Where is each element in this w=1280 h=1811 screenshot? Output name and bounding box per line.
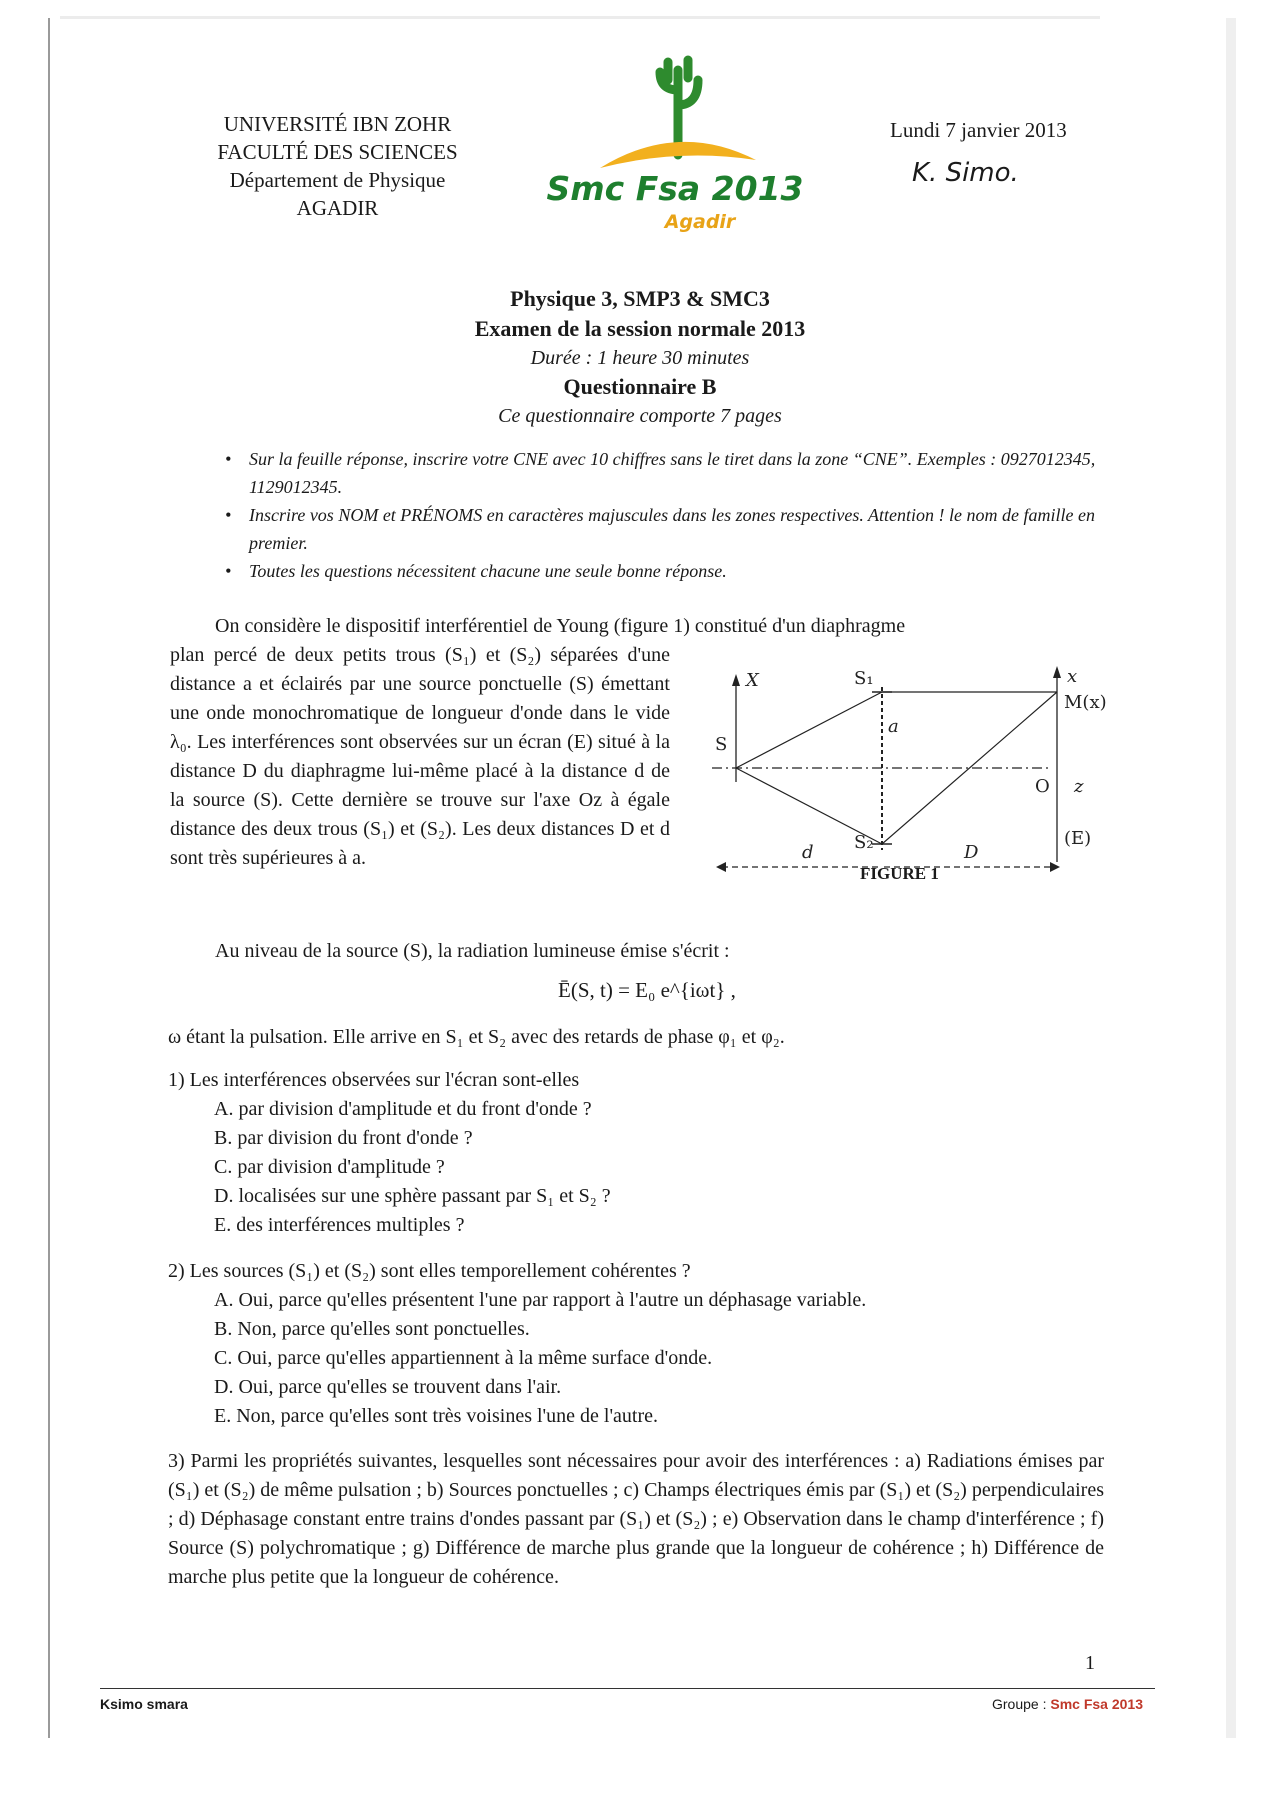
label-S1: S₁ [854,668,874,689]
scan-edge-right [1226,18,1236,1738]
answer-option: A. Oui, parce qu'elles présentent l'une par rapport à l'autre un déphasage variable. [214,1289,867,1311]
cactus-icon [660,60,698,155]
x-arrow-head [732,674,740,686]
arrow-right-D [1050,862,1060,872]
label-E: (E) [1064,828,1092,849]
scan-edge-left [48,18,50,1738]
university-header [180,110,495,222]
footer-group-label: Groupe : [992,1696,1051,1712]
university-line: UNIVERSITÉ IBN ZOHR [223,112,452,136]
answer-option: E. Non, parce qu'elles sont très voisines l'une de l'autre. [214,1405,659,1427]
figure-caption: FIGURE 1 [860,864,939,883]
instruction-item: • Toutes les questions nécessitent chacune une seule bonne réponse. [225,557,1125,585]
exam-duration: Durée : 1 heure 30 minutes [530,347,750,369]
arrow-left-d [716,862,726,872]
exam-title: Examen de la session normale 2013 [474,316,806,341]
ray-s2-m [882,692,1057,844]
faculty-line: FACULTÉ DES SCIENCES [217,140,458,164]
footer-divider [100,1688,1155,1689]
answer-option: A. par division d'amplitude et du front d'onde ? [214,1098,592,1120]
label-d: d [802,842,814,863]
answer-option: C. par division d'amplitude ? [214,1156,445,1178]
footer-group-name: Smc Fsa 2013 [1050,1696,1143,1712]
department-line: Département de Physique [229,168,446,192]
instructions-list [225,445,1125,585]
instruction-item: • Inscrire vos NOM et PRÉNOMS en caractères majuscules dans les zones respectives. Attention ! le nom de famille en premier. [225,501,1125,557]
instruction-item: • Sur la feuille réponse, inscrire votre CNE avec 10 chiffres sans le tiret dans la zone “CNE”. Exemples : 0927012345, 1129012345. [225,445,1125,501]
exam-date: Lundi 7 janvier 2013 [890,118,1067,142]
equation: Ē(S, t) = E₀ e^{iωt} , [558,978,736,1002]
label-x: x [1067,666,1078,687]
answer-option: B. par division du front d'onde ? [214,1127,473,1149]
question-2 [168,1257,1128,1431]
source-sentence: Au niveau de la source (S), la radiation lumineuse émise s'écrit : [215,940,730,962]
smc-fsa-logo [546,50,804,240]
label-D: D [964,842,979,863]
ray-s-s2 [736,768,882,844]
signature: K. Simo. [912,158,1019,188]
label-O: O [1035,776,1050,797]
phase-sentence: ω étant la pulsation. Elle arrive en S₁ et S₂ avec des retards de phase φ₁ et φ₂. [168,1026,785,1048]
answer-option: C. Oui, parce qu'elles appartiennent à la même surface d'onde. [214,1347,713,1369]
label-a: a [888,716,899,737]
intro-first-line: On considère le dispositif interférentiel de Young (figure 1) constitué d'un diaphragme [215,615,906,637]
footer-group [992,1696,1143,1712]
exam-title-block [300,284,980,430]
logo-city: Agadir [664,211,736,233]
intro-paragraph: plan percé de deux petits trous (S₁) et (S₂) séparées d'une distance a et éclairés par une source ponctuelle (S) émettant une onde monochromatique de longueur d'onde dans le vide λ₀. Les interférences sont observées sur un écran (E) situé à la distance D du diaphragme lui-même placé à la distance d de la source (S). Cette dernière se trouve sur l'axe Oz à égale distance des deux trous (S₁) et (S₂). Les deux distances D et d sont très supérieures à a. [170,644,670,869]
logo-brand: Smc Fsa 2013 [546,169,804,208]
question-3: 3) Parmi les propriétés suivantes, lesquelles sont nécessaires pour avoir des interférences : a) Radiations émises par (S₁) et (S₂) de même pulsation ; b) Sources ponctuelles ; c) Champs électriques émis par (S₁) et (S₂) perpendiculaires ; d) Déphasage constant entre trains d'ondes passant par (S₁) et (S₂) ; e) Observation dans le champ d'interférence ; f) Source (S) polychromatique ; g) Différence de marche plus grande que la longueur de cohérence ; h) Différence de marche plus petite que la longueur de cohérence. [168,1450,1104,1588]
screen-arrow-head [1053,666,1061,678]
page-number: 1 [1085,1652,1095,1674]
city-line: AGADIR [296,196,379,220]
answer-option: E. des interférences multiples ? [214,1214,465,1236]
answer-option: D. Oui, parce qu'elles se trouvent dans l'air. [214,1376,562,1398]
answer-option: B. Non, parce qu'elles sont ponctuelles. [214,1318,530,1340]
label-S2: S₂ [854,832,874,853]
label-z: z [1074,776,1084,797]
question-stem: 1) Les interférences observées sur l'écran sont-elles [168,1069,580,1091]
questionnaire-label: Questionnaire B [563,374,717,399]
sun-arc-icon [600,142,756,168]
footer-author: Ksimo smara [100,1696,188,1712]
pages-note: Ce questionnaire comporte 7 pages [498,405,782,427]
question-1 [168,1066,1128,1240]
scan-edge-top [60,16,1100,19]
course-title: Physique 3, SMP3 & SMC3 [510,286,770,311]
label-M: M(x) [1064,692,1107,713]
ray-s-s1 [736,692,882,768]
young-setup-figure [702,662,1122,892]
label-X: X [746,670,759,691]
answer-option: D. localisées sur une sphère passant par S₁ et S₂ ? [214,1185,611,1207]
label-S: S [715,734,728,755]
question-stem: 2) Les sources (S₁) et (S₂) sont elles temporellement cohérentes ? [168,1260,691,1282]
